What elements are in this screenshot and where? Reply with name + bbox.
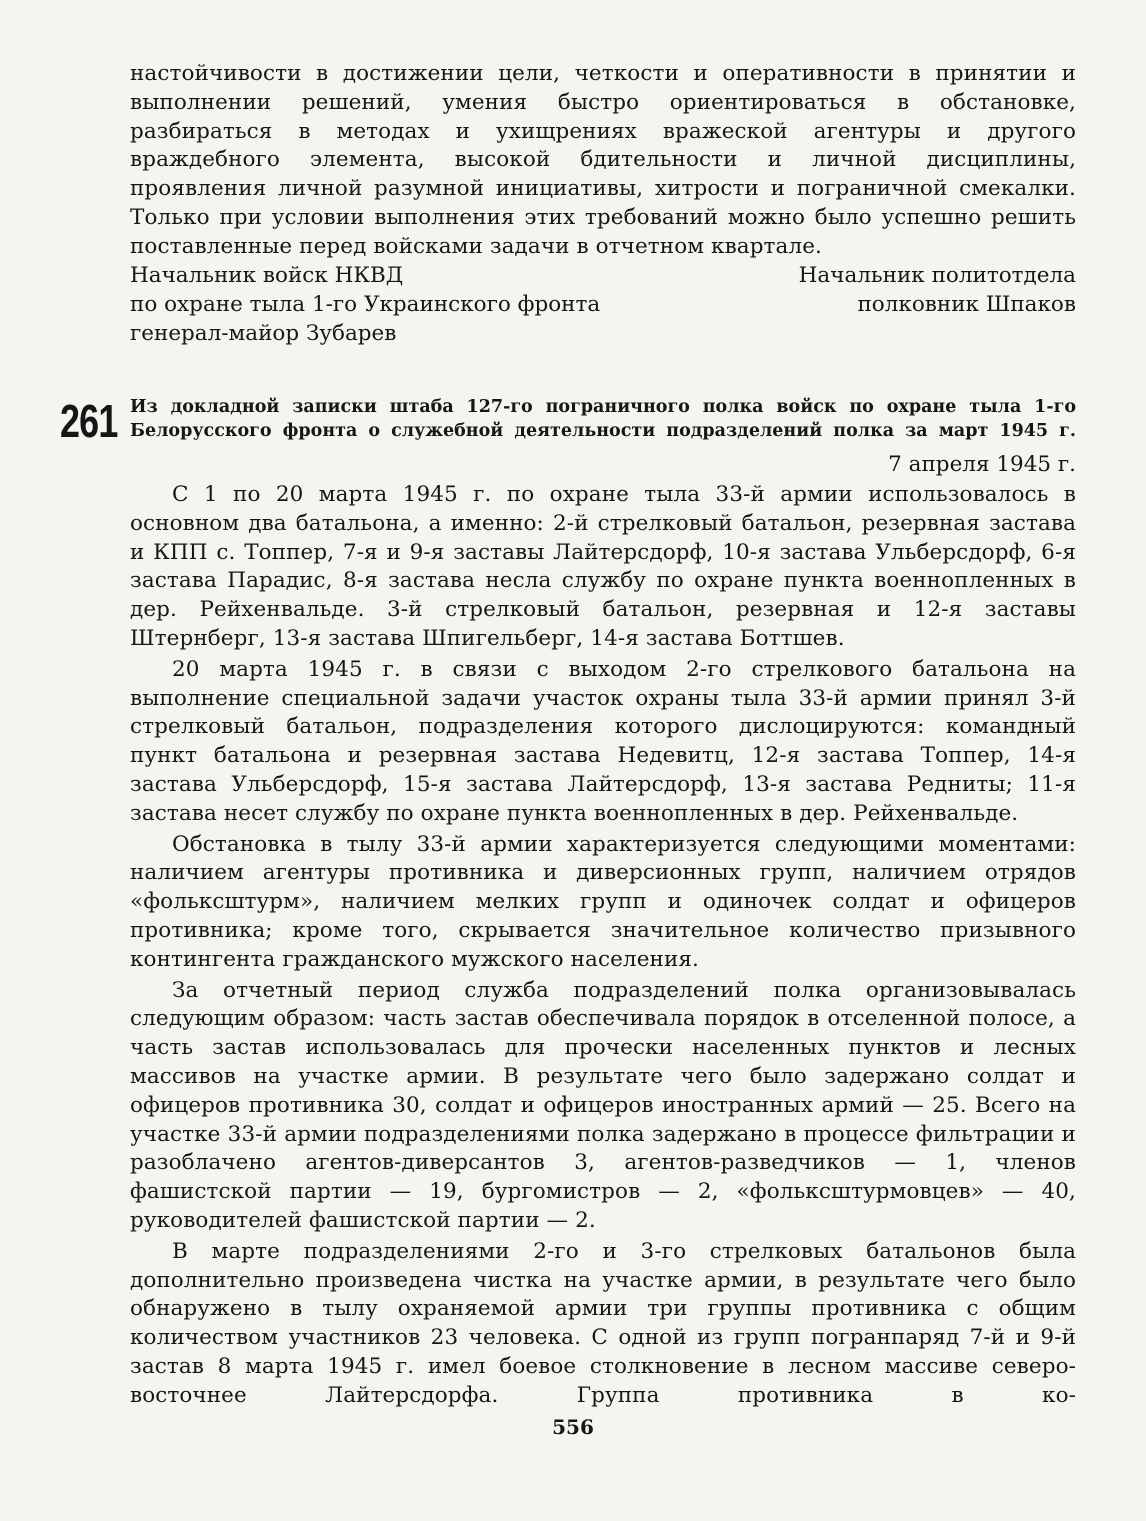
paragraph: За отчетный период служба подразделений полка организовывалась следующим образом: часть застав обеспечивала порядок в отселенной полосе, а часть застав использовалась для прочески населенных пунктов и лесных массивов на участке армии. В результате чего было задержано солдат и офицеров противника 30, солдат и офицеров иностранных армий — 25. Всего на участке 33-й армии подразделениями полка задержано в процессе фильтрации и разоблачено агентов-диверсантов 3, агентов-разведчиков — 1, членов фашистской партии — 19, бургомистров — 2, «фольксштурмовцев» — 40, руководителей фашистской партии — 2. (130, 977, 1076, 1233)
signature-right-line2: полковник Шпаков (857, 292, 1076, 317)
body-text (130, 481, 1076, 1411)
document-number: 261 (60, 395, 118, 447)
top-paragraph-block (130, 60, 1076, 262)
signature-block (130, 262, 1076, 350)
document-heading (130, 396, 1076, 443)
heading-line-1: Из докладной записки штаба 127-го пограничного полка войск по охране тыла 1-го (130, 397, 1076, 417)
signature-right-line1: Начальник политотдела (798, 263, 1076, 288)
heading-line-2: Белорусского фронта о служебной деятельности подразделений полка за март 1945 г. (130, 420, 1076, 441)
top-paragraph: настойчивости в достижении цели, четкости и оперативности в принятии и выполнении решений, умения быстро ориентироваться в обстановке, разбираться в методах и ухищрениях вражеской агентуры и другого враждебного элемента, высокой бдительности и личной дисциплины, проявления личной разумной инициативы, хитрости и пограничной смекалки. Только при условии выполнения этих требований можно было успешно решить поставленные перед войсками задачи в отчетном квартале. (130, 61, 1076, 259)
signature-left-line1: Начальник войск НКВД (130, 263, 404, 288)
paragraph: Обстановка в тылу 33-й армии характеризуется следующими моментами: наличием агентуры противника и диверсионных групп, наличием отрядов «фольксштурм», наличием мелких групп и одиночек солдат и офицеров противника; кроме того, скрывается значительное количество призывного контингента гражданского мужского населения. (130, 831, 1076, 972)
paragraph: В марте подразделениями 2-го и 3-го стрелковых батальонов была дополнительно произведена чистка на участке армии, в результате чего было обнаружено в тылу охраняемой армии три группы противника с общим количеством участников 23 человека. С одной из групп погранпаряд 7-й и 9-й застав 8 марта 1945 г. имел боевое столкновение в лесном массиве северо-восточнее Лайтерсдорфа. Группа противника в ко- (130, 1238, 1076, 1408)
signature-left-line2: по охране тыла 1-го Украинского фронта (130, 292, 601, 317)
signature-left-line3: генерал-майор Зубарев (130, 321, 397, 346)
page-number: 556 (552, 1415, 594, 1439)
paragraph: 20 марта 1945 г. в связи с выходом 2-го стрелкового батальона на выполнение специальной задачи участок охраны тыла 33-й армии принял 3-й стрелковый батальон, подразделения которого дислоцируются: командный пункт батальона и резервная застава Недевитц, 12-я застава Топпер, 14-я застава Ульберсдорф, 15-я застава Лайтерсдорф, 13-я застава Редниты; 11-я застава несет службу по охране пункта военнопленных в дер. Рейхенвальде. (130, 656, 1076, 826)
paragraph: С 1 по 20 марта 1945 г. по охране тыла 33-й армии использовалось в основном два батальона, а именно: 2-й стрелковый батальон, резервная застава и КПП с. Топпер, 7-я и 9-я заставы Лайтерсдорф, 10-я застава Ульберсдорф, 6-я застава Парадис, 8-я застава несла службу по охране пункта военнопленных в дер. Рейхенвальде. 3-й стрелковый батальон, резервная и 12-я заставы Штернберг, 13-я застава Шпигельберг, 14-я застава Боттшев. (130, 482, 1076, 651)
document-date: 7 апреля 1945 г. (888, 452, 1076, 477)
